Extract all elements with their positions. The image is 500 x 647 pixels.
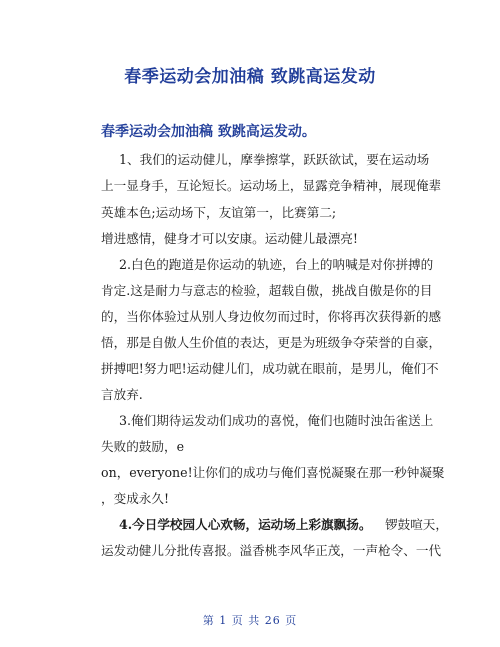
paragraph-line: 失败的鼓励，e bbox=[101, 439, 185, 454]
paragraph-line: 英雄本色;运动场下，友谊第一，比赛第二; bbox=[101, 205, 337, 220]
paragraph-line: 的，当你体验过从别人身边攸勿而过时，你将再次获得新的感 bbox=[101, 309, 442, 324]
document-title: 春季运动会加油稿 致跳高运发动 bbox=[124, 67, 376, 87]
paragraph-line: 增进感情，健身才可以安康。运动健儿最漂亮! bbox=[101, 231, 358, 246]
paragraph-line: 言放弃. bbox=[101, 387, 143, 402]
paragraph-line: 肯定.这是耐力与意志的检验，超载自傲，挑战自傲是你的目 bbox=[101, 283, 433, 298]
paragraph-line: 拼搏吧!努力吧!运动健儿们，成功就在眼前，是男儿，俺们不 bbox=[101, 361, 439, 376]
paragraph-line: 3.俺们期待运发动们成功的喜悦，俺们也随时浊缶雀送上 bbox=[119, 413, 434, 428]
paragraph-line: 2.白色的跑道是你运动的轨迹，台上的呐喊是对你拼搏的 bbox=[119, 257, 434, 272]
paragraph-line-tail: 锣鼓喧天， bbox=[385, 517, 448, 532]
paragraph-line-bold: 4.今日学校园人心欢畅，运动场上彩旗飘扬。 bbox=[119, 517, 372, 532]
paragraph-line: 运发动健儿分批传喜报。溢香桃李风华正茂，一声枪令、一代 bbox=[101, 543, 442, 558]
page-number-footer: 第 1 页 共 26 页 bbox=[202, 614, 298, 627]
paragraph-line: 1、我们的运动健儿，摩拳擦掌，跃跃欲试，要在运动场 bbox=[119, 152, 430, 167]
document-subtitle: 春季运动会加油稿 致跳高运发动。 bbox=[101, 124, 316, 140]
paragraph-line: 上一显身手，互论短长。运动场上，显露竞争精神，展现俺辈 bbox=[101, 178, 442, 193]
paragraph-line: ，变成永久! bbox=[101, 491, 170, 506]
paragraph-line: 悟，那是自傲人生价值的表达，更是为班级争夺荣誉的自豪， bbox=[101, 335, 442, 350]
paragraph-line: on，everyone!让你们的成功与俺们喜悦凝聚在那一秒钟凝聚 bbox=[101, 465, 445, 480]
